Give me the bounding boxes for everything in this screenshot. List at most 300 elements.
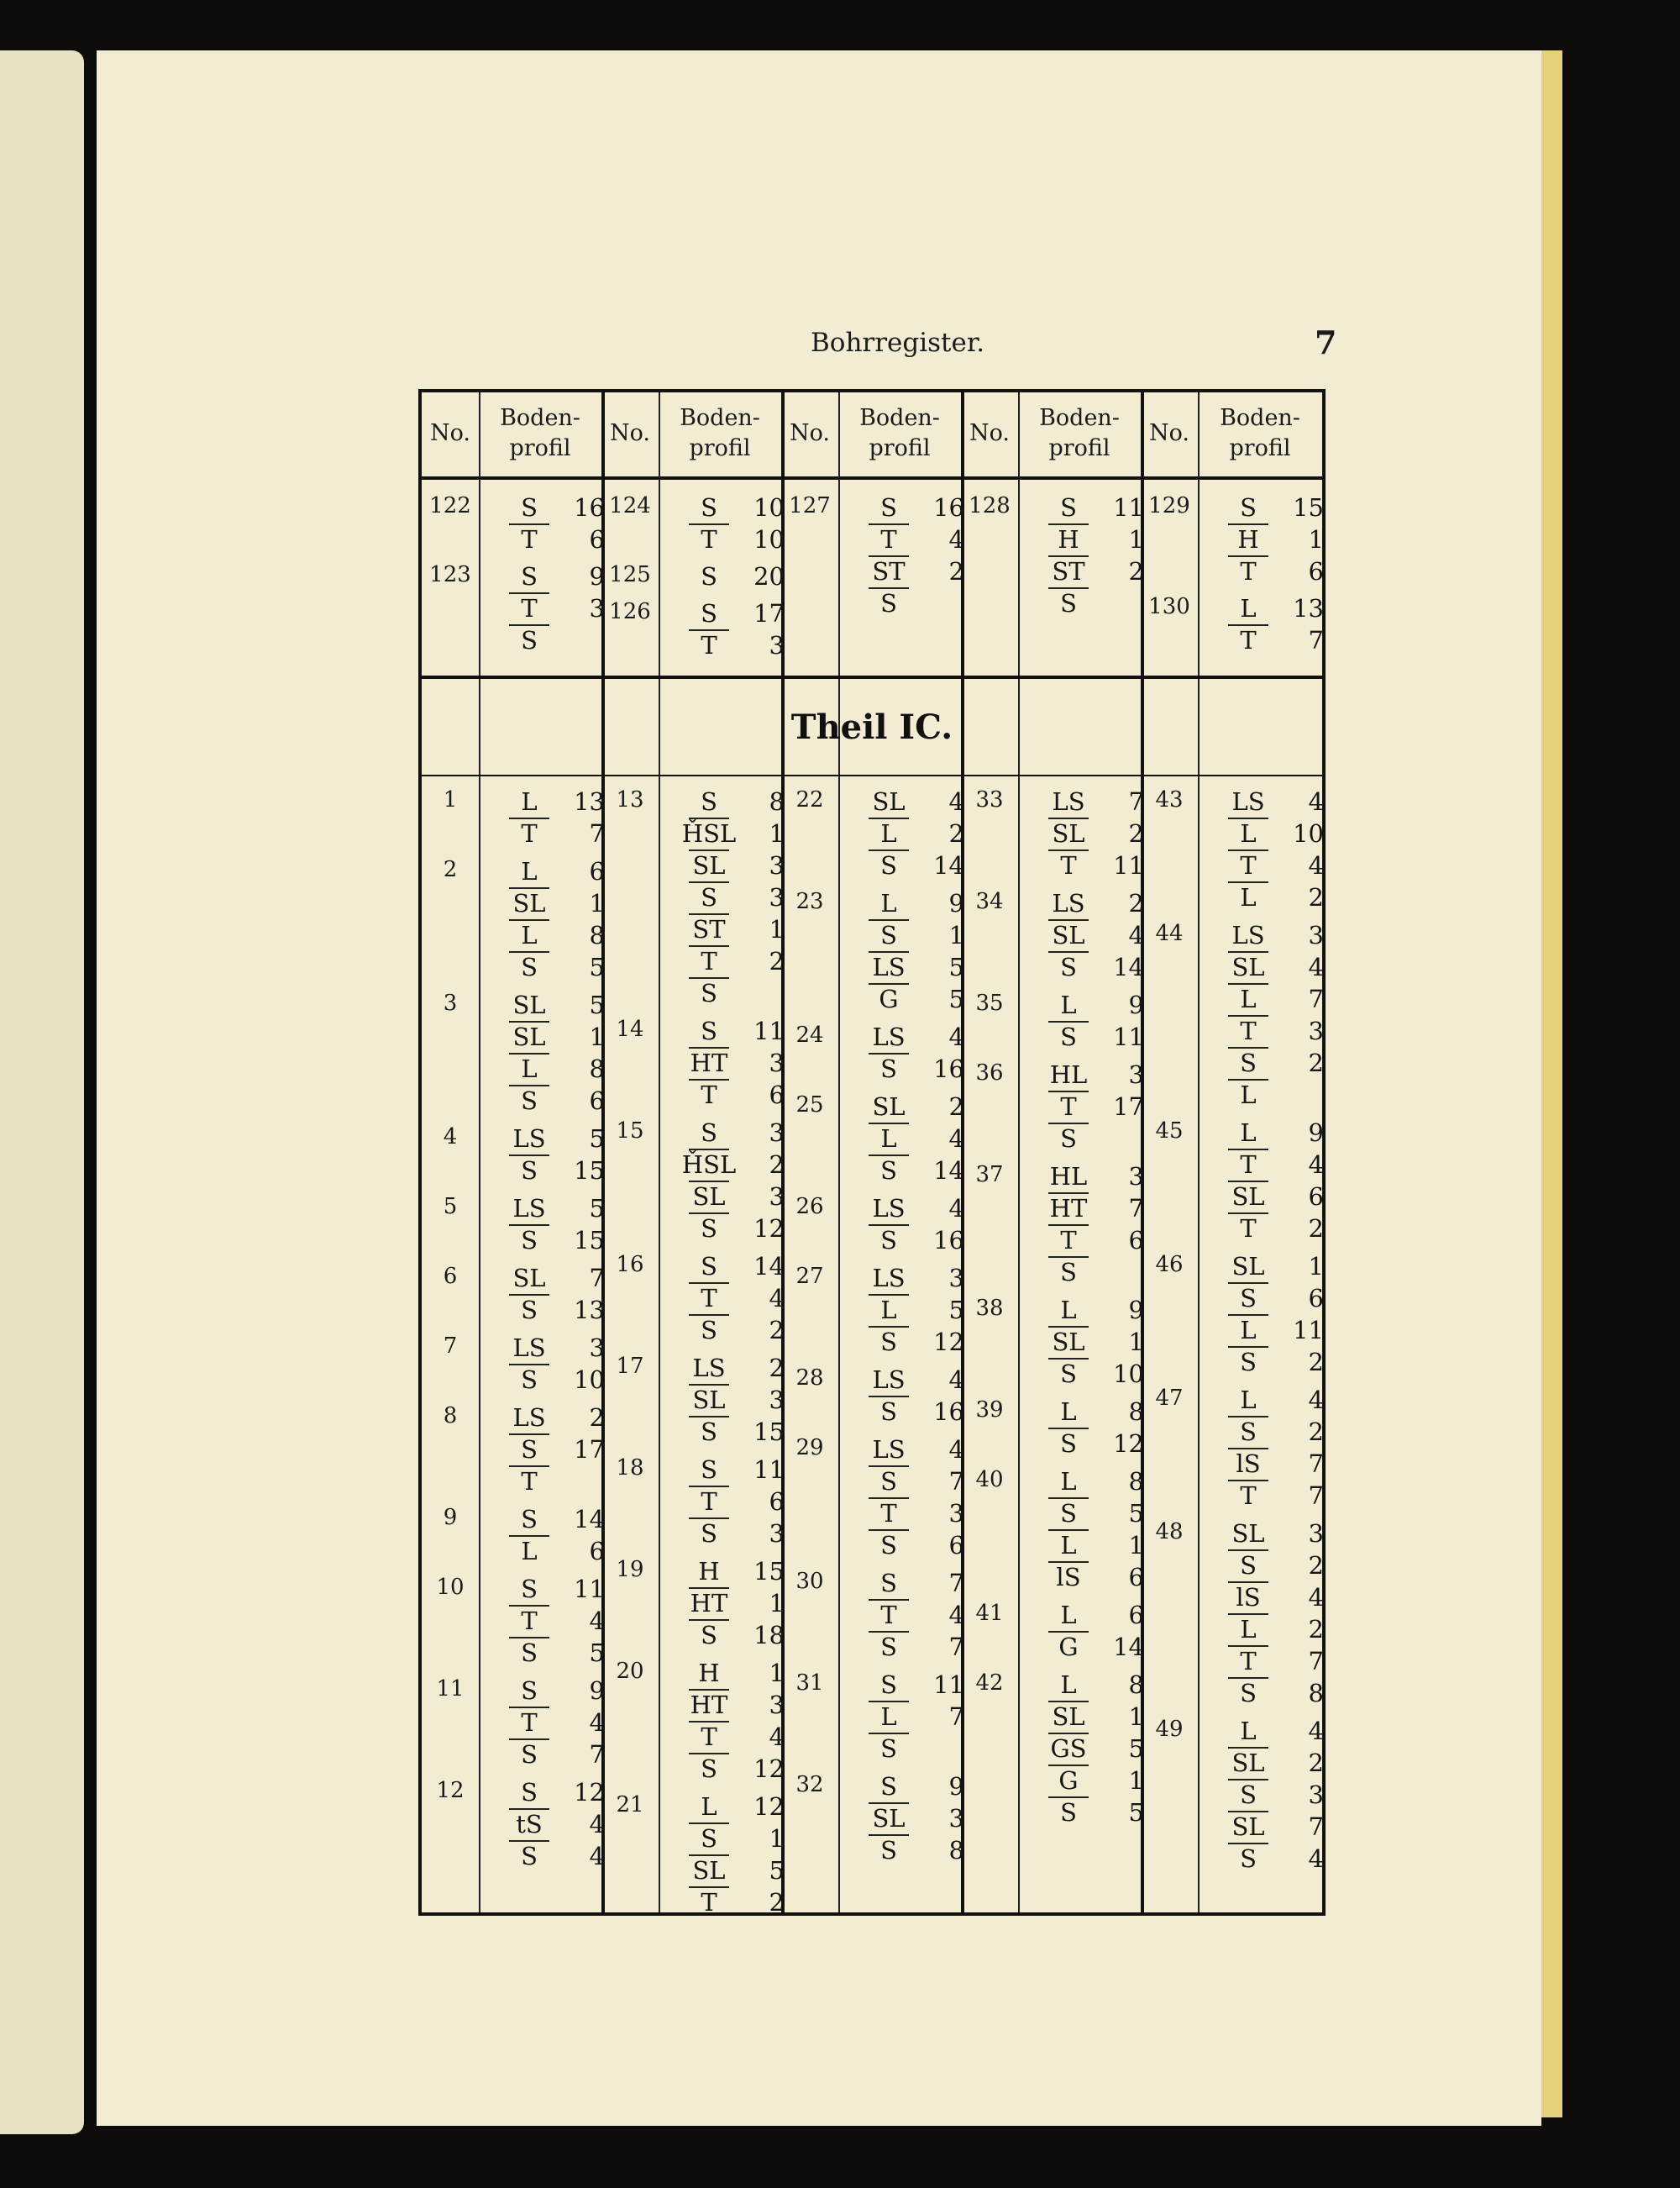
layer-boundary-rule	[869, 1224, 909, 1226]
book-page	[97, 50, 1541, 2126]
layer-depth: 3	[1308, 1519, 1324, 1548]
layer-depth: 14	[1113, 1633, 1144, 1661]
layer-boundary-rule	[689, 1149, 729, 1150]
layer-depth: 5	[769, 1856, 785, 1885]
soil-code: LS	[512, 1194, 546, 1223]
soil-code: SL	[692, 851, 726, 880]
layer-boundary-rule	[1228, 881, 1268, 883]
layer-boundary-rule	[509, 592, 549, 594]
soil-code: G	[1058, 1766, 1079, 1795]
borehole-number: 27	[795, 1264, 824, 1289]
soil-code: HL	[1049, 1162, 1088, 1191]
layer-boundary-rule	[689, 1181, 729, 1182]
layer-depth: 9	[948, 1772, 964, 1801]
soil-code: H	[698, 1659, 720, 1687]
soil-code: SL	[1052, 1328, 1085, 1356]
layer-boundary-rule	[1228, 1480, 1268, 1481]
layer-boundary-rule	[689, 1854, 729, 1856]
layer-depth: 10	[574, 1365, 605, 1394]
soil-code: S	[701, 1417, 717, 1446]
layer-boundary-rule	[1228, 1181, 1268, 1182]
soil-code: SL	[512, 889, 546, 918]
soil-code: ST	[872, 557, 906, 586]
soil-code: SL	[512, 1023, 546, 1051]
layer-boundary-rule	[509, 818, 549, 819]
layer-boundary-rule	[869, 1599, 909, 1601]
layer-boundary-rule	[869, 1123, 909, 1124]
borehole-number: 15	[616, 1118, 644, 1144]
soil-code: L	[1060, 1467, 1077, 1496]
layer-boundary-rule	[869, 523, 909, 525]
layer-depth: 1	[1308, 1252, 1324, 1281]
layer-boundary-rule	[1228, 1747, 1268, 1749]
soil-code: SL	[1231, 1812, 1265, 1841]
layer-depth: 8	[1308, 1679, 1324, 1707]
soil-code: S	[521, 1365, 538, 1394]
soil-code: L	[1060, 1531, 1077, 1559]
layer-depth: 16	[933, 1055, 964, 1083]
section-title: Theil IC.	[790, 707, 953, 747]
layer-depth: 2	[769, 1150, 785, 1179]
soil-code: S	[521, 1505, 538, 1533]
soil-code: S	[880, 1226, 897, 1254]
layer-boundary-rule	[509, 1738, 549, 1740]
layer-boundary-rule	[1228, 1416, 1268, 1417]
borehole-number: 25	[795, 1092, 824, 1118]
layer-boundary-rule	[689, 1753, 729, 1754]
subcolumn-divider	[659, 392, 660, 1912]
soil-code: SL	[872, 1804, 906, 1833]
layer-boundary-rule	[1048, 1561, 1089, 1563]
soil-code: LS	[512, 1333, 546, 1362]
layer-depth: 18	[753, 1621, 785, 1649]
soil-code: T	[1240, 626, 1257, 655]
borehole-number: 9	[443, 1505, 458, 1530]
borehole-number: 130	[1148, 594, 1190, 619]
layer-boundary-rule	[509, 1021, 549, 1023]
layer-boundary-rule	[869, 919, 909, 921]
soil-code: SL	[692, 1856, 726, 1885]
layer-boundary-rule	[1228, 818, 1268, 819]
soil-code: T	[701, 1081, 717, 1109]
layer-depth: 6	[1308, 557, 1324, 586]
soil-code: S	[701, 1118, 717, 1147]
layer-depth: 4	[1308, 953, 1324, 981]
soil-code: L	[880, 819, 897, 848]
layer-boundary-rule	[869, 1154, 909, 1156]
layer-depth: 3	[769, 1118, 785, 1147]
layer-boundary-rule	[1228, 523, 1268, 525]
soil-code: S	[1240, 1049, 1257, 1077]
layer-depth: 12	[753, 1754, 785, 1783]
layer-depth: 3	[948, 1264, 964, 1292]
borehole-number: 123	[429, 562, 471, 587]
layer-depth: 3	[769, 631, 785, 660]
layer-boundary-rule	[1048, 1733, 1089, 1734]
layer-depth: 3	[769, 1691, 785, 1719]
soil-code: S	[1060, 1798, 1077, 1827]
page-number: 7	[1315, 323, 1337, 361]
soil-code: ST	[692, 915, 726, 944]
layer-depth: 3	[769, 1519, 785, 1548]
soil-code: T	[701, 947, 717, 976]
layer-boundary-rule	[1048, 523, 1089, 525]
layer-boundary-rule	[869, 1326, 909, 1328]
layer-boundary-rule	[1228, 1212, 1268, 1214]
layer-depth: 15	[574, 1226, 605, 1254]
layer-boundary-rule	[689, 1517, 729, 1519]
layer-boundary-rule	[1228, 1811, 1268, 1812]
header-rule	[422, 392, 1322, 480]
layer-boundary-rule	[1048, 1091, 1089, 1092]
soil-code: LS	[872, 1435, 906, 1464]
soil-code: T	[1240, 1214, 1257, 1243]
layer-depth: 2	[1308, 1214, 1324, 1243]
layer-boundary-rule	[1048, 1358, 1089, 1360]
layer-depth: 3	[769, 1386, 785, 1414]
layer-depth: 15	[574, 1156, 605, 1185]
soil-code: S	[1060, 1258, 1077, 1286]
soil-code: T	[1240, 557, 1257, 586]
layer-depth: 4	[948, 525, 964, 554]
layer-boundary-rule	[1228, 1581, 1268, 1583]
layer-boundary-rule	[509, 1154, 549, 1156]
layer-depth: 9	[1308, 1118, 1324, 1147]
soil-code: S	[521, 1740, 538, 1769]
soil-code: S	[701, 883, 717, 912]
borehole-number: 20	[616, 1659, 644, 1684]
layer-depth: 4	[1308, 851, 1324, 880]
layer-depth: 1	[1308, 525, 1324, 554]
layer-depth: 10	[1293, 819, 1324, 848]
layer-depth: 17	[1113, 1092, 1144, 1121]
layer-depth: 6	[1128, 1601, 1144, 1629]
layer-depth: 4	[1308, 1717, 1324, 1745]
borehole-number: 16	[616, 1252, 644, 1277]
layer-depth: 2	[948, 1092, 964, 1121]
soil-code: S	[1060, 953, 1077, 981]
soil-code: HT	[690, 1589, 728, 1617]
running-title: Bohrregister.	[811, 328, 985, 358]
borehole-number: 18	[616, 1455, 644, 1481]
layer-depth: 4	[1308, 1844, 1324, 1873]
borehole-number: 39	[975, 1397, 1004, 1423]
layer-depth: 14	[574, 1505, 605, 1533]
layer-depth: 1	[769, 1659, 785, 1687]
soil-code: T	[521, 594, 538, 623]
soil-code: G	[879, 985, 899, 1013]
layer-depth: 12	[753, 1792, 785, 1821]
borehole-number: 3	[443, 991, 458, 1016]
layer-boundary-rule	[1048, 587, 1089, 589]
soil-code: L	[521, 787, 538, 816]
borehole-number: 36	[975, 1060, 1004, 1086]
layer-depth: 4	[948, 1124, 964, 1153]
soil-code: T	[880, 1499, 897, 1528]
layer-boundary-rule	[1048, 1631, 1089, 1633]
layer-depth: 7	[1308, 985, 1324, 1013]
soil-code: L	[1060, 1296, 1077, 1324]
layer-depth: 8	[948, 1836, 964, 1865]
soil-code: S	[1240, 1679, 1257, 1707]
layer-boundary-rule	[869, 849, 909, 851]
layer-boundary-rule	[1228, 1843, 1268, 1844]
soil-code: LS	[1052, 889, 1085, 918]
layer-boundary-rule	[869, 951, 909, 953]
layer-boundary-rule	[509, 523, 549, 525]
soil-code: SL	[512, 1264, 546, 1292]
soil-code: lS	[1236, 1583, 1261, 1612]
soil-code: LS	[872, 1023, 906, 1051]
soil-code: L	[1060, 991, 1077, 1019]
layer-depth: 14	[1113, 953, 1144, 981]
borehole-number: 22	[795, 787, 824, 813]
soil-code: S	[701, 1754, 717, 1783]
borehole-number: 122	[429, 493, 471, 518]
layer-depth: 4	[948, 1365, 964, 1394]
soil-code: GS	[1050, 1734, 1087, 1763]
soil-code: T	[701, 1888, 717, 1917]
layer-boundary-rule	[1228, 1613, 1268, 1615]
col-header-no: No.	[1149, 420, 1189, 446]
layer-depth: 1	[769, 819, 785, 848]
layer-depth: 1	[769, 1589, 785, 1617]
borehole-number: 12	[436, 1778, 465, 1803]
soil-code: S	[880, 1734, 897, 1763]
layer-boundary-rule	[1228, 624, 1268, 626]
soil-code: LS	[872, 953, 906, 981]
layer-depth: 9	[948, 889, 964, 918]
layer-boundary-rule	[689, 977, 729, 979]
soil-code: S	[521, 1638, 538, 1667]
borehole-number: 124	[609, 493, 651, 518]
layer-boundary-rule	[1228, 1047, 1268, 1049]
layer-boundary-rule	[1048, 1021, 1089, 1023]
layer-depth: 3	[769, 883, 785, 912]
layer-boundary-rule	[689, 945, 729, 947]
layer-depth: 4	[948, 1023, 964, 1051]
layer-depth: 11	[753, 1017, 785, 1045]
soil-code: S	[701, 1824, 717, 1853]
layer-depth: 1	[1128, 1766, 1144, 1795]
borehole-number: 129	[1148, 493, 1190, 518]
soil-code: SL	[1231, 953, 1265, 981]
soil-code: S	[521, 1778, 538, 1807]
layer-boundary-rule	[509, 1224, 549, 1226]
soil-code: S	[701, 1214, 717, 1243]
layer-boundary-rule	[689, 523, 729, 525]
soil-code: T	[1060, 1226, 1077, 1254]
layer-boundary-rule	[689, 849, 729, 851]
col-header-profile: Boden- profil	[1220, 405, 1300, 461]
soil-code: LS	[1231, 921, 1265, 949]
soil-code: L	[1240, 883, 1257, 912]
layer-depth: 2	[1128, 557, 1144, 586]
soil-code: L	[1240, 1316, 1257, 1344]
borehole-number: 2	[443, 857, 458, 882]
layer-boundary-rule	[1048, 1428, 1089, 1429]
layer-depth: 7	[1308, 1812, 1324, 1841]
borehole-number: 37	[975, 1162, 1004, 1187]
layer-boundary-rule	[869, 1733, 909, 1734]
soil-code: S	[701, 1252, 717, 1281]
soil-code: S	[521, 1156, 538, 1185]
layer-depth: 9	[589, 562, 605, 591]
layer-boundary-rule	[509, 1364, 549, 1365]
borehole-number: 48	[1155, 1519, 1184, 1544]
soil-code: T	[701, 1723, 717, 1751]
layer-boundary-rule	[1228, 1346, 1268, 1348]
col-header-no: No.	[790, 420, 830, 446]
layer-depth: 5	[948, 1296, 964, 1324]
layer-depth: 1	[1128, 525, 1144, 554]
soil-code: L	[1240, 1615, 1257, 1644]
soil-code: S	[880, 851, 897, 880]
subcolumn-divider	[1018, 392, 1020, 1912]
layer-depth: 5	[589, 1194, 605, 1223]
soil-code: LS	[872, 1365, 906, 1394]
layer-boundary-rule	[1048, 1326, 1089, 1328]
layer-boundary-rule	[689, 818, 729, 819]
layer-depth: 4	[589, 1708, 605, 1737]
layer-depth: 1	[948, 921, 964, 949]
layer-depth: 8	[1128, 1467, 1144, 1496]
layer-boundary-rule	[1228, 1779, 1268, 1780]
soil-code: S	[880, 1772, 897, 1801]
soil-code: SL	[1052, 819, 1085, 848]
layer-boundary-rule	[509, 1535, 549, 1537]
layer-boundary-rule	[869, 1701, 909, 1702]
soil-code: LS	[1231, 787, 1265, 816]
borehole-number: 31	[795, 1670, 824, 1696]
soil-code: L	[1240, 985, 1257, 1013]
layer-boundary-rule	[689, 1886, 729, 1888]
layer-depth: 7	[1128, 787, 1144, 816]
col-header-no: No.	[969, 420, 1010, 446]
layer-boundary-rule	[1048, 818, 1089, 819]
soil-code: S	[1060, 1124, 1077, 1153]
soil-code: S	[1240, 1551, 1257, 1580]
col-header-profile: Boden- profil	[1039, 405, 1120, 461]
layer-depth: 14	[933, 1156, 964, 1185]
borehole-number: 126	[609, 599, 651, 624]
soil-code: L	[1240, 594, 1257, 623]
layer-boundary-rule	[1228, 555, 1268, 557]
layer-boundary-rule	[509, 887, 549, 889]
soil-code: L	[1240, 1717, 1257, 1745]
soil-code: S	[880, 1569, 897, 1597]
soil-code: S	[521, 1435, 538, 1464]
soil-code: G	[1058, 1633, 1079, 1661]
layer-depth: 15	[753, 1417, 785, 1446]
borehole-number: 41	[975, 1601, 1004, 1626]
layer-depth: 3	[948, 1804, 964, 1833]
layer-boundary-rule	[1048, 1123, 1089, 1124]
layer-boundary-rule	[509, 1707, 549, 1708]
soil-code: S	[880, 921, 897, 949]
soil-code: T	[521, 1708, 538, 1737]
soil-code: L	[1240, 1081, 1257, 1109]
soil-code: L	[880, 1702, 897, 1731]
borehole-number: 14	[616, 1017, 644, 1042]
col-header-profile: Boden- profil	[500, 405, 580, 461]
layer-depth: 11	[1113, 493, 1144, 522]
layer-depth: 1	[589, 889, 605, 918]
layer-depth: 10	[753, 493, 785, 522]
layer-depth: 7	[948, 1467, 964, 1496]
layer-boundary-rule	[1228, 849, 1268, 851]
layer-depth: 6	[769, 1487, 785, 1516]
layer-boundary-rule	[689, 629, 729, 631]
layer-boundary-rule	[1228, 951, 1268, 953]
layer-depth: 2	[1308, 883, 1324, 912]
soil-code: S	[1240, 493, 1257, 522]
layer-boundary-rule	[1048, 849, 1089, 851]
layer-depth: 8	[1128, 1670, 1144, 1699]
layer-boundary-rule	[689, 1721, 729, 1723]
subcolumn-divider	[1198, 392, 1200, 1912]
layer-boundary-rule	[689, 1212, 729, 1214]
soil-code: L	[1240, 819, 1257, 848]
soil-code: T	[1240, 1150, 1257, 1179]
soil-code: LS	[872, 1194, 906, 1223]
soil-code: H	[1237, 525, 1259, 554]
soil-code: L	[1060, 1601, 1077, 1629]
layer-depth: 3	[589, 594, 605, 623]
layer-depth: 2	[769, 1354, 785, 1382]
borehole-number: 47	[1155, 1386, 1184, 1411]
layer-boundary-rule	[509, 1605, 549, 1607]
soil-code: SL	[692, 1386, 726, 1414]
soil-code: SL	[692, 1182, 726, 1211]
borehole-number: 127	[789, 493, 831, 518]
soil-code: T	[1240, 1017, 1257, 1045]
soil-code: T	[1240, 1647, 1257, 1675]
soil-code: L	[1240, 1118, 1257, 1147]
soil-code: lS	[1236, 1449, 1261, 1478]
borehole-number: 45	[1155, 1118, 1184, 1144]
soil-code: T	[521, 819, 538, 848]
soil-code: S	[701, 562, 717, 591]
layer-depth: 2	[1128, 819, 1144, 848]
soil-code: tS	[516, 1810, 543, 1838]
subcolumn-divider	[838, 392, 840, 1912]
borehole-number: 30	[795, 1569, 824, 1594]
soil-code: L	[1060, 1397, 1077, 1426]
layer-depth: 13	[1293, 594, 1324, 623]
soil-code: S	[1060, 493, 1077, 522]
soil-code: HT	[690, 1049, 728, 1077]
layer-depth: 4	[1308, 1150, 1324, 1179]
layer-boundary-rule	[869, 1053, 909, 1055]
layer-depth: 17	[753, 599, 785, 628]
layer-boundary-rule	[869, 555, 909, 557]
layer-boundary-rule	[1048, 919, 1089, 921]
layer-depth: 5	[589, 1124, 605, 1153]
layer-depth: 5	[589, 953, 605, 981]
layer-depth: 4	[1308, 1386, 1324, 1414]
soil-code: S	[1060, 1499, 1077, 1528]
layer-depth: 3	[1308, 921, 1324, 949]
layer-depth: 12	[574, 1778, 605, 1807]
layer-boundary-rule	[1228, 1079, 1268, 1081]
layer-boundary-rule	[689, 1822, 729, 1824]
layer-depth: 16	[933, 1397, 964, 1426]
soil-code: ȞSL	[681, 1150, 737, 1179]
layer-boundary-rule	[1048, 1529, 1089, 1531]
soil-code: L	[521, 1537, 538, 1565]
layer-boundary-rule	[1228, 1149, 1268, 1150]
